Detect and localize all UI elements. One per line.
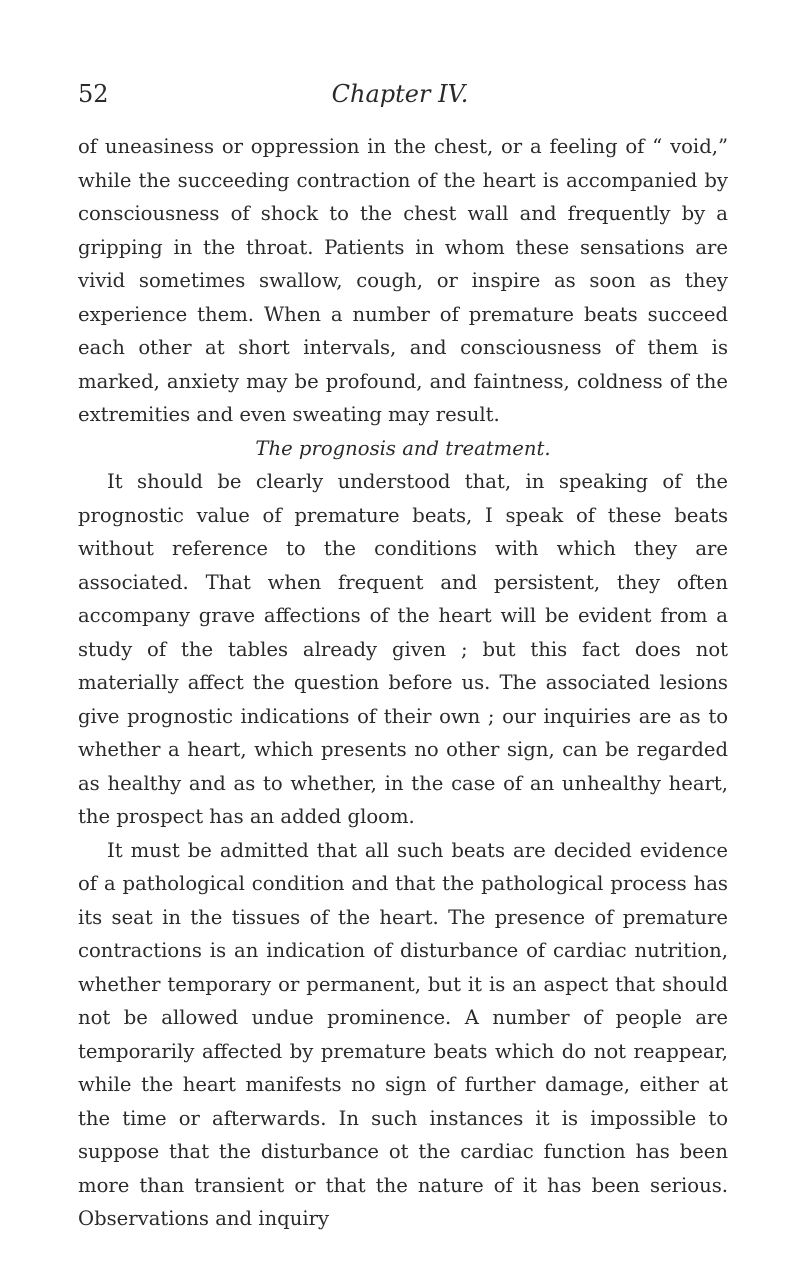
paragraph-prognostic-value: It should be clearly understood that, in speaking of the prognostic value of premature beats, I speak of these beats without reference to the conditions with which they are associated. That when frequent and persistent, they often accompany grave affections of the heart will be evident from a study of the tables already given ; but this fact does not materially affect the question before us. The associated lesions give prognostic indications of their own ; our inquiries are as to whether a heart, which presents no other sign, can be regarded as healthy and as to whether, in the case of an unhealthy heart, the prospect has an added gloom. — [78, 470, 728, 828]
paragraph-continued: of uneasiness or oppression in the chest, or a feeling of “ void,” while the succeeding contraction of the heart is accompanied by consciousness of shock to the chest wall and frequently by a gripping in the throat. Patients in whom these sensations are vivid sometimes swallow, cough, or inspire as soon as they experience them. When a number of premature beats succeed each other at short intervals, and consciousness of them is marked, anxiety may be profound, and faintness, coldness of the extremities and even sweating may result. — [78, 135, 728, 426]
section-subheading: The prognosis and treatment. — [255, 436, 551, 460]
paragraph-pathological-condition: It must be admitted that all such beats are decided evidence of a pathological condition and that the pathological process has its seat in the tissues of the heart. The presence of premature contractions is an indication of disturbance of cardiac nutrition, whether temporary or permanent, but it is an aspect that should not be allowed undue prominence. A number of people are temporarily affected by premature beats which do not reappear, while the heart manifests no sign of further damage, either at the time or afterwards. In such instances it is impossible to suppose that the disturbance ot the cardiac function has been more than transient or that the nature of it has been serious. Observations and inquiry — [78, 838, 728, 1230]
running-header — [78, 80, 722, 116]
chapter-title: Chapter IV. — [331, 80, 469, 108]
page-number: 52 — [78, 80, 109, 108]
page-body — [78, 130, 728, 1236]
